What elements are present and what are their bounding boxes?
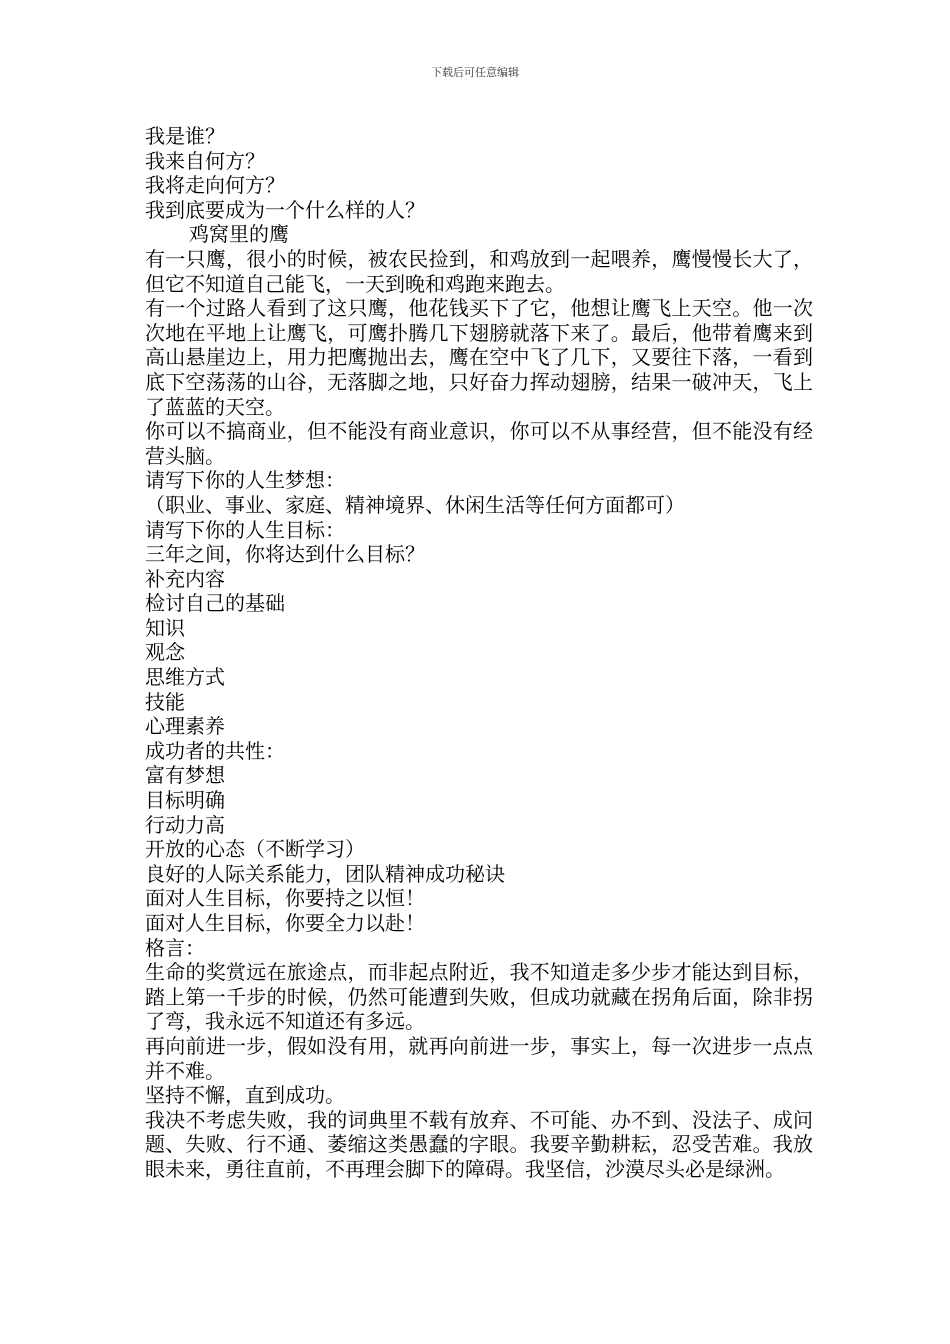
prompt-goal: 请写下你的人生目标： [145,517,345,542]
exhortation: 面对人生目标，你要持之以恒！ [145,886,425,911]
maxim-paragraph: 生命的奖赏远在旅途点，而非起点附近，我不知道走多少步才能达到目标，踏上第一千步的时候，仍然可能遭到失败，但成功就藏在拐角后面，除非拐了弯，我永远不知道还有多远。 [145,960,813,1034]
list-item: 目标明确 [145,788,225,813]
prompt-dream: 请写下你的人生梦想： [145,468,345,493]
question-where-to: 我将走向何方？ [145,173,285,198]
section-self-review: 检讨自己的基础 [145,591,285,616]
maxim-paragraph: 再向前进一步，假如没有用，就再向前进一步，事实上，每一次进步一点点并不难。 [145,1033,813,1083]
list-item: 良好的人际关系能力，团队精神成功秘诀 [145,861,505,886]
business-paragraph: 你可以不搞商业，但不能没有商业意识，你可以不从事经营，但不能没有经营头脑。 [145,419,813,468]
list-item: 技能 [145,689,185,714]
section-supplement: 补充内容 [145,566,225,591]
list-item: 观念 [145,640,185,665]
section-maxims: 格言： [145,935,205,960]
story-paragraph: 有一只鹰，很小的时候，被农民捡到，和鸡放到一起喂养，鹰慢慢长大了，但它不知道自己能飞，一天到晚和鸡跑来跑去。 [145,246,813,296]
question-what-person: 我到底要成为一个什么样的人？ [145,197,425,222]
exhortation: 面对人生目标，你要全力以赴！ [145,911,425,935]
list-item: 心理素养 [145,714,225,739]
question-who-am-i: 我是谁？ [145,124,225,148]
section-success-traits: 成功者的共性： [145,738,285,763]
list-item: 开放的心态（不断学习） [145,837,365,862]
maxim-paragraph: 我决不考虑失败，我的词典里不载有放弃、不可能、办不到、没法子、成问题、失败、行不通、萎缩这类愚蠢的字眼。我要辛勤耕耘，忍受苦难。我放眼未来，勇往直前，不再理会脚下的障碍。我坚信，沙漠尽头必是绿洲。 [145,1107,813,1181]
page-header: 下载后可任意编辑 [431,66,519,79]
document-body [145,124,813,1182]
maxim-paragraph: 坚持不懈，直到成功。 [145,1083,345,1108]
list-item: 行动力高 [145,812,225,837]
story-paragraph: 有一个过路人看到了这只鹰，他花钱买下了它，他想让鹰飞上天空。他一次次地在平地上让鹰飞，可鹰扑腾几下翅膀就落下来了。最后，他带着鹰来到高山悬崖边上，用力把鹰抛出去，鹰在空中飞了几下，又要往下落，一看到底下空荡荡的山谷，无落脚之地，只好奋力挥动翅膀，结果一破冲天，飞上了蓝蓝的天空。 [145,296,813,419]
prompt-three-years: 三年之间，你将达到什么目标？ [145,542,425,567]
list-item: 富有梦想 [145,763,225,788]
question-where-from: 我来自何方？ [145,148,265,173]
prompt-dream-note: （职业、事业、家庭、精神境界、休闲生活等任何方面都可） [145,492,685,517]
list-item: 知识 [145,615,185,640]
list-item: 思维方式 [145,665,225,690]
story-title: 鸡窝里的鹰 [189,222,289,247]
